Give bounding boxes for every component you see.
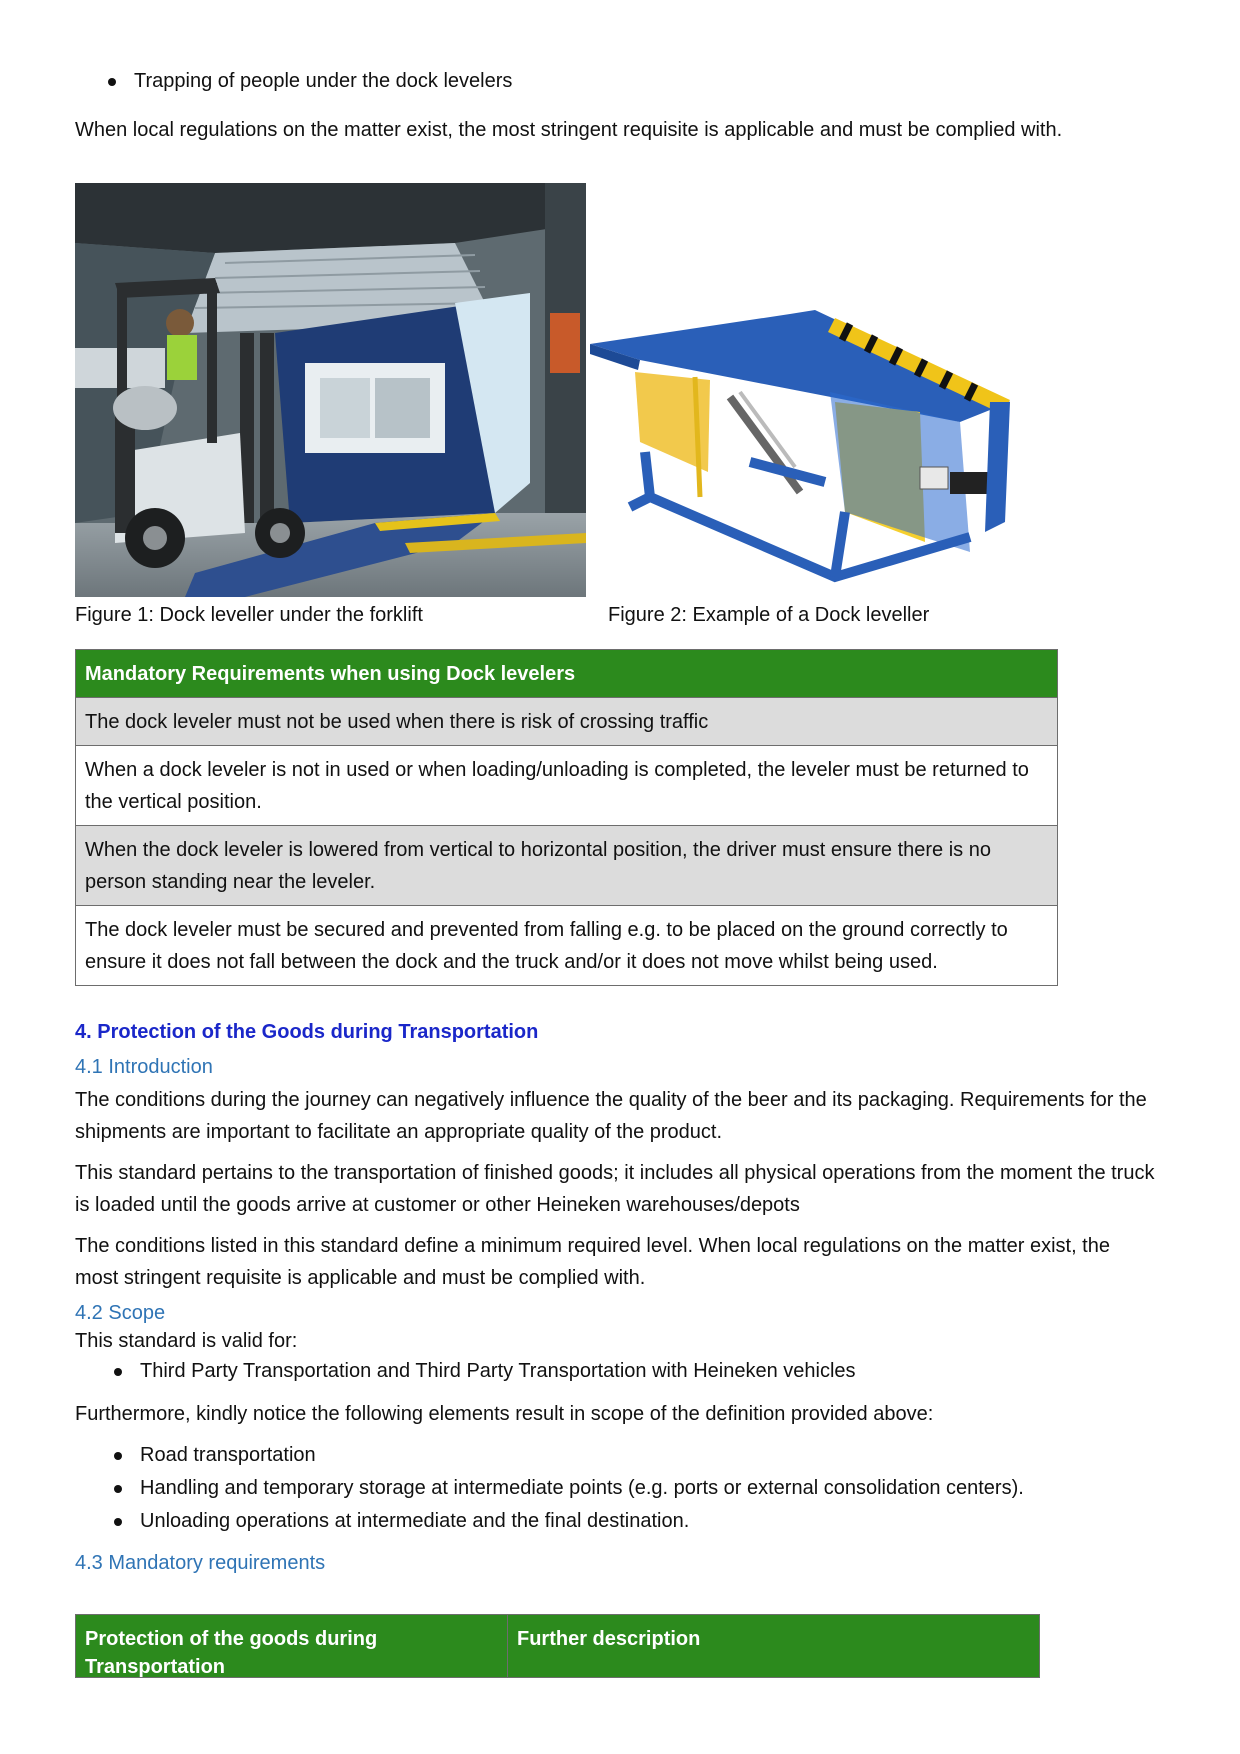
bullet-text: Third Party Transportation and Third Party Transportation with Heineken vehicles	[140, 1360, 856, 1382]
table-row	[76, 826, 1058, 906]
section-4-3-heading: 4.3 Mandatory requirements	[75, 1552, 326, 1574]
section-4-heading: 4. Protection of the Goods during Transportation	[75, 1021, 539, 1043]
bullet-text: Road transportation	[140, 1444, 316, 1466]
table-header-cell	[76, 1615, 508, 1678]
section-4-2-heading: 4.2 Scope	[75, 1302, 166, 1324]
bullet-text: Handling and temporary storage at intermediate points (e.g. ports or external consolidation centers).	[140, 1477, 1024, 1499]
figure-2-caption: Figure 2: Example of a Dock leveller	[608, 604, 930, 626]
bullet-dot-icon	[108, 78, 116, 86]
table-cell: The dock leveler must be secured and prevented from falling e.g. to be placed on the ground correctly to ensure it does not fall between the dock and the truck and/or it does not move whilst being used.	[76, 906, 1058, 986]
bullet-item	[114, 1473, 1114, 1503]
bullet-dot-icon	[114, 1368, 122, 1376]
bullet-item	[114, 1506, 1114, 1536]
dock-leveler-requirements-table	[75, 649, 1058, 986]
table-header-text: Further description	[517, 1628, 701, 1650]
forklift-photo	[75, 183, 586, 597]
table-row	[76, 746, 1058, 826]
intro-note: When local regulations on the matter exist, the most stringent requisite is applicable and must be complied with.	[75, 119, 1063, 141]
table-header-text: Protection of the goods during Transportation	[85, 1628, 378, 1677]
bullet-item	[114, 1356, 1114, 1386]
scope-furthermore: Furthermore, kindly notice the following elements result in scope of the definition provided above:	[75, 1403, 934, 1425]
bullet-dot-icon	[114, 1452, 122, 1460]
figure-1-caption: Figure 1: Dock leveller under the forklift	[75, 604, 423, 626]
figure-2-image	[590, 282, 1048, 596]
paragraph: The conditions listed in this standard define a minimum required level. When local regulations on the matter exist, the most stringent requisite is applicable and must be complied with.	[75, 1235, 1110, 1289]
table-row	[76, 906, 1058, 986]
section-4-1-heading: 4.1 Introduction	[75, 1056, 213, 1078]
table-cell: When the dock leveler is lowered from vertical to horizontal position, the driver must ensure there is no person standing near the leveler.	[76, 826, 1058, 906]
transport-requirements-table	[75, 1614, 1040, 1678]
bullet-text: Trapping of people under the dock levelers	[134, 70, 513, 92]
bullet-item	[108, 66, 1008, 96]
bullet-dot-icon	[114, 1485, 122, 1493]
paragraph: This standard pertains to the transportation of finished goods; it includes all physical operations from the moment the truck is loaded until the goods arrive at customer or other Heineken warehouses/depots	[75, 1162, 1155, 1216]
table-header: Mandatory Requirements when using Dock levelers	[76, 650, 1058, 698]
scope-intro: This standard is valid for:	[75, 1330, 298, 1352]
bullet-item	[114, 1440, 1114, 1470]
figure-1-image	[75, 183, 586, 597]
table-header-cell	[508, 1615, 1040, 1678]
table-cell: The dock leveler must not be used when there is risk of crossing traffic	[76, 698, 1058, 746]
bullet-text: Unloading operations at intermediate and the final destination.	[140, 1510, 690, 1532]
dock-leveller-illustration	[590, 282, 1048, 596]
paragraph: The conditions during the journey can negatively influence the quality of the beer and its packaging. Requirements for the shipments are important to facilitate an appropriate quality of the product.	[75, 1089, 1147, 1143]
bullet-dot-icon	[114, 1518, 122, 1526]
table-row	[76, 698, 1058, 746]
table-cell: When a dock leveler is not in used or when loading/unloading is completed, the leveler must be returned to the vertical position.	[76, 746, 1058, 826]
